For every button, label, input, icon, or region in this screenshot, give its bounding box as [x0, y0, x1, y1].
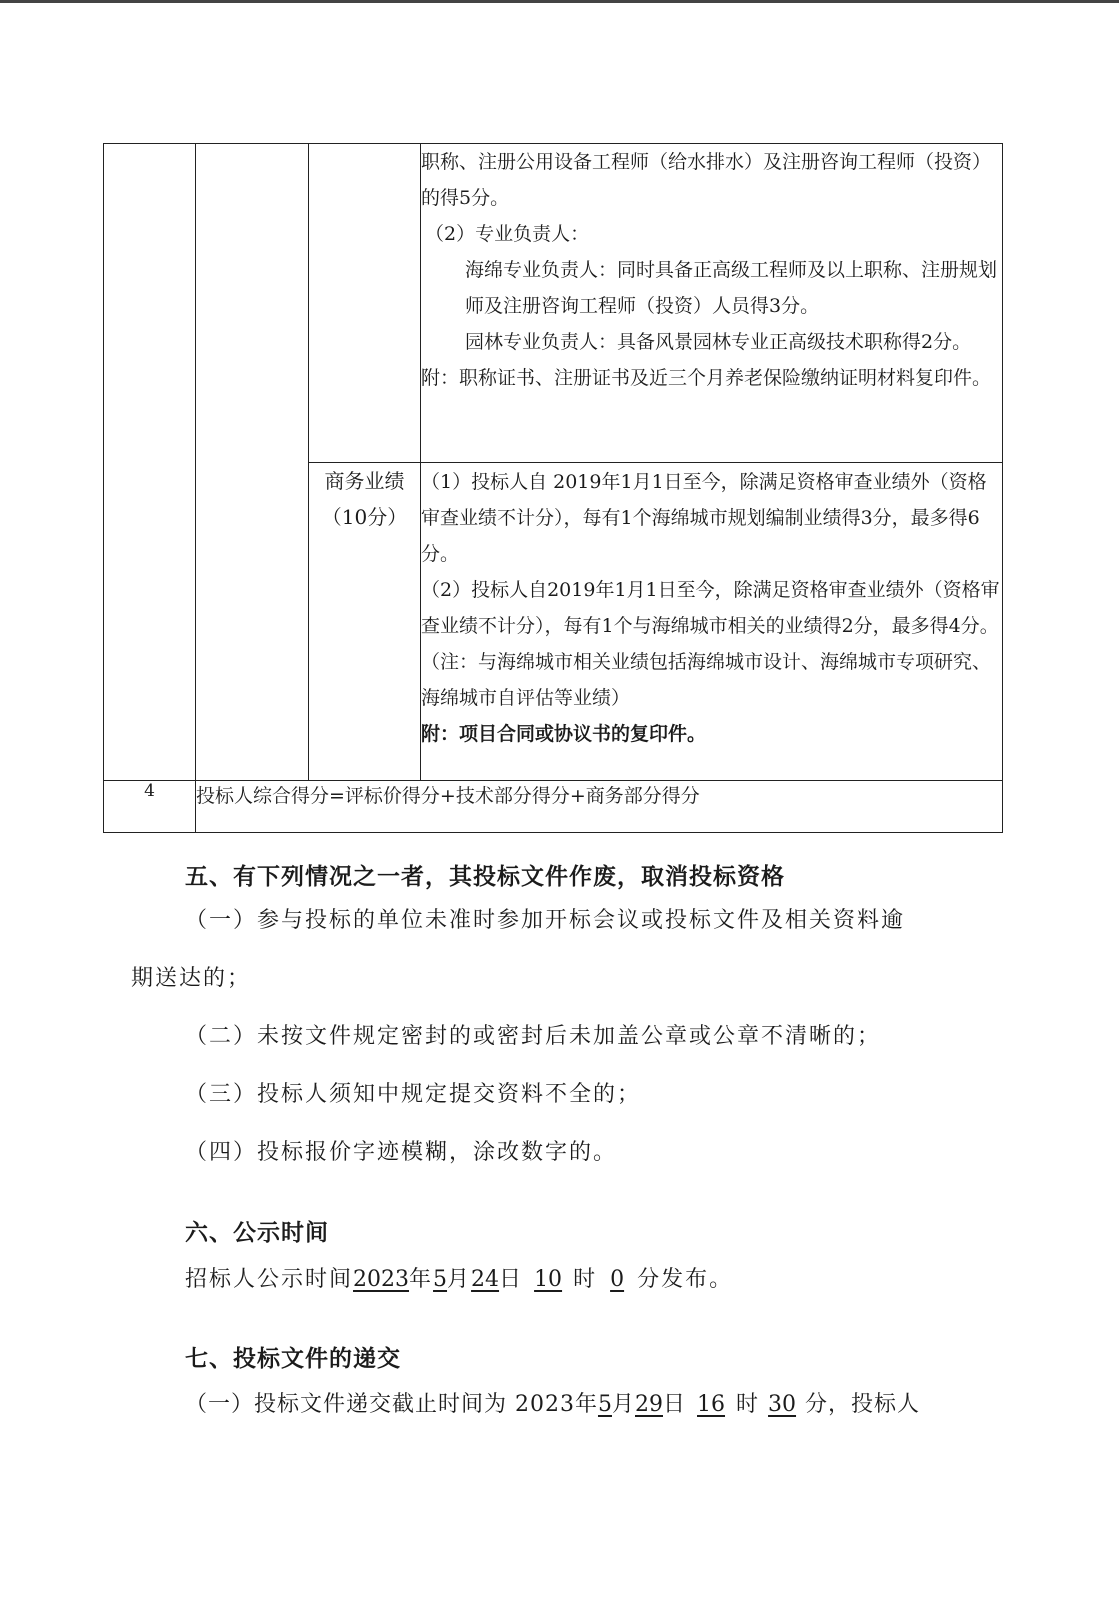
- unit: 时: [573, 1267, 598, 1292]
- hour-value: 10: [534, 1267, 563, 1292]
- table-row-total: [104, 781, 1003, 833]
- personnel-criteria-cell: [421, 144, 1003, 463]
- criteria-text: 职称、注册公用设备工程师（给水排水）及注册咨询工程师（投资）的得5分。: [421, 151, 992, 209]
- unit: 时: [736, 1392, 760, 1417]
- section-7-heading: 七、投标文件的递交: [185, 1346, 401, 1372]
- label: 招标人公示时间: [185, 1267, 354, 1292]
- month-value: 5: [597, 1392, 612, 1417]
- year-value: 2023: [353, 1267, 410, 1292]
- empty-cell: [309, 144, 421, 463]
- section-5-item-3: （三）投标人须知中规定提交资料不全的；: [185, 1082, 642, 1107]
- label: （一）投标文件递交截止时间为 2023年: [185, 1392, 598, 1417]
- business-criteria-cell: [421, 463, 1003, 781]
- unit: 年: [409, 1267, 434, 1292]
- criteria-text: （1）投标人自 2019年1月1日至今，除满足资格审查业绩外（资格审查业绩不计分），每有1个海绵城市规划编制业绩得3分，最多得6分。: [421, 471, 987, 565]
- section-6-publish-time: [185, 1262, 733, 1293]
- unit: 日: [663, 1392, 687, 1417]
- unit: 月: [611, 1392, 635, 1417]
- table-row-personnel: [104, 144, 1003, 463]
- criteria-text: 园林专业负责人：具备风景园林专业正高级技术职称得2分。: [465, 331, 972, 353]
- criteria-text: （2）投标人自2019年1月1日至今，除满足资格审查业绩外（资格审查业绩不计分），每有1个与海绵城市相关的业绩得2分，最多得4分。（注：与海绵城市相关业绩包括海绵城市设计、海绵城市专项研究、海绵城市自评估等业绩）: [421, 579, 1000, 709]
- top-border-line: [0, 0, 1119, 3]
- section-5-heading: 五、有下列情况之一者，其投标文件作废，取消投标资格: [185, 864, 785, 890]
- unit: 月: [447, 1267, 472, 1292]
- section-5-item-1-cont: 期送达的；: [131, 966, 252, 991]
- row-number: 4: [104, 781, 196, 833]
- criteria-note: 附：项目合同或协议书的复印件。: [421, 723, 707, 745]
- criteria-text: （2）专业负责人：: [425, 223, 590, 245]
- section-7-deadline: [185, 1387, 920, 1418]
- unit: 日: [499, 1267, 524, 1292]
- day-value: 29: [635, 1392, 663, 1417]
- section-5-item-2: （二）未按文件规定密封的或密封后未加盖公章或公章不清晰的；: [185, 1024, 882, 1049]
- empty-cell: [104, 144, 196, 781]
- scoring-table: [103, 143, 1003, 833]
- criteria-text: 附：职称证书、注册证书及近三个月养老保险缴纳证明材料复印件。: [421, 367, 992, 389]
- hour-value: 16: [697, 1392, 726, 1417]
- suffix: 分发布。: [637, 1267, 734, 1292]
- business-label: 商务业绩: [324, 469, 405, 493]
- month-value: 5: [433, 1267, 448, 1292]
- minute-value: 0: [610, 1267, 625, 1292]
- minute-value: 30: [768, 1392, 797, 1417]
- criteria-text: 海绵专业负责人：同时具备正高级工程师及以上职称、注册规划师及注册咨询工程师（投资）人员得3分。: [465, 259, 998, 317]
- empty-cell: [196, 144, 309, 781]
- business-points: （10分）: [321, 505, 408, 529]
- section-5-item-4: （四）投标报价字迹模糊，涂改数字的。: [185, 1140, 618, 1165]
- day-value: 24: [471, 1267, 500, 1292]
- total-score-formula: 投标人综合得分=评标价得分+技术部分得分+商务部分得分: [196, 781, 1003, 833]
- section-5-item-1: （一）参与投标的单位未准时参加开标会议或投标文件及相关资料逾: [185, 908, 906, 933]
- suffix: 分，投标人: [805, 1392, 921, 1417]
- section-6-heading: 六、公示时间: [185, 1220, 329, 1246]
- business-label-cell: [309, 463, 421, 781]
